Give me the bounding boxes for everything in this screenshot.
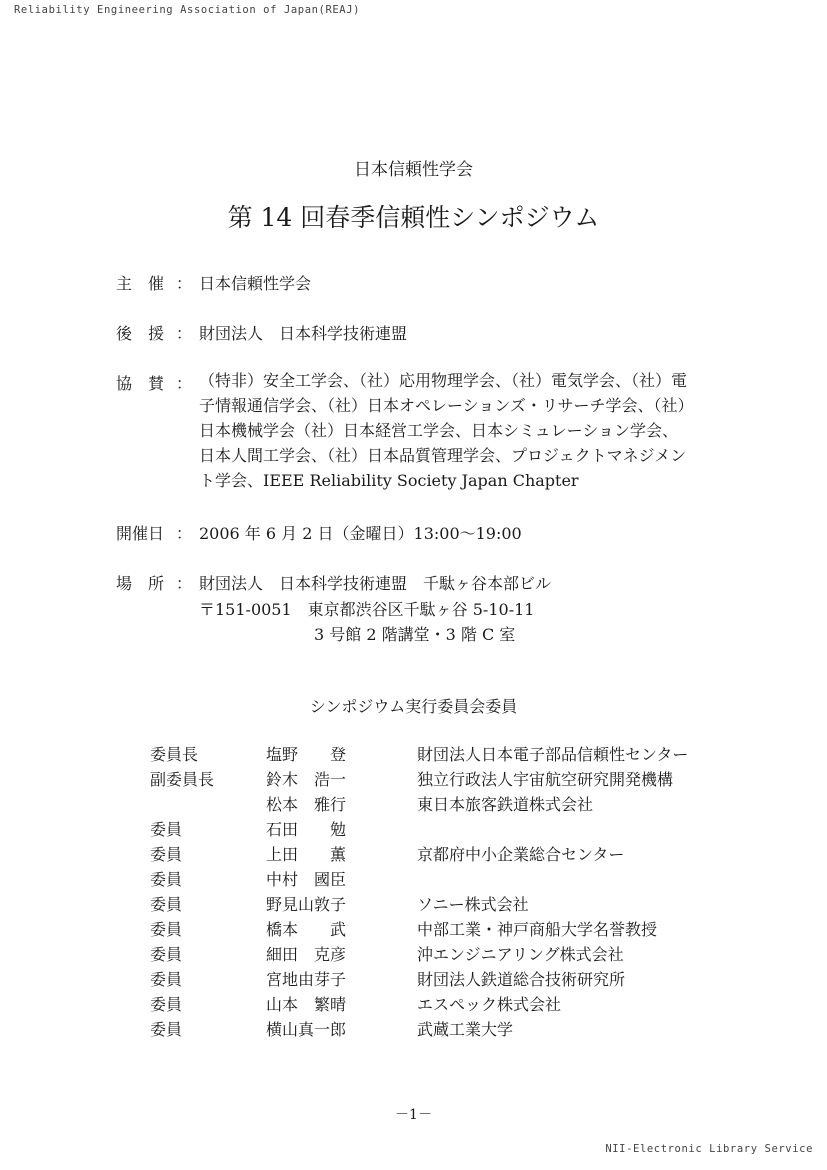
member-affiliation: 中部工業・神戸商船大学名誉教授	[417, 920, 658, 939]
member-name: 橋本 武	[266, 920, 347, 939]
committee-row	[0, 817, 827, 842]
committee-row	[0, 792, 827, 817]
member-affiliation: 東日本旅客鉄道株式会社	[417, 795, 594, 814]
header-watermark: Reliability Engineering Association of Japan(REAJ)	[14, 4, 361, 16]
date-label: 開催日	[116, 524, 165, 543]
member-affiliation: 財団法人日本電子部品信頼性センター	[417, 745, 689, 764]
venue-label: 場 所	[116, 574, 165, 593]
committee-row	[0, 967, 827, 992]
shusai-value: 日本信頼性学会	[199, 274, 312, 293]
venue-line-1: 財団法人 日本科学技術連盟 千駄ヶ谷本部ビル	[199, 574, 552, 593]
committee-row	[0, 742, 827, 767]
committee-row	[0, 867, 827, 892]
member-role: 委員	[150, 820, 183, 839]
committee-row	[0, 992, 827, 1017]
member-affiliation: 京都府中小企業総合センター	[417, 845, 625, 864]
shusai-colon: ：	[176, 274, 193, 293]
member-name: 上田 薫	[266, 845, 347, 864]
member-name: 細田 克彦	[266, 945, 347, 964]
member-role: 委員	[150, 945, 183, 964]
page-number: －1－	[395, 1107, 432, 1123]
venue-line-2: 〒151-0051 東京都渋谷区千駄ヶ谷 5-10-11	[199, 600, 535, 619]
kyosan-list	[199, 368, 694, 493]
member-affiliation: 沖エンジニアリング株式会社	[417, 945, 624, 964]
member-role: 委員	[150, 995, 183, 1014]
committee-row	[0, 1017, 827, 1042]
member-role: 委員	[150, 845, 183, 864]
organization-name: 日本信頼性学会	[354, 160, 473, 180]
committee-heading: シンポジウム実行委員会委員	[309, 697, 518, 716]
member-role: 委員長	[150, 745, 199, 764]
member-affiliation: ソニー株式会社	[417, 895, 529, 914]
committee-list	[0, 742, 827, 1042]
member-name: 鈴木 浩一	[266, 770, 347, 789]
member-role: 委員	[150, 895, 183, 914]
committee-row	[0, 942, 827, 967]
kyosan-line: （特非）安全工学会、（社）応用物理学会、（社）電気学会、（社）電	[199, 371, 688, 390]
member-name: 石田 勉	[266, 820, 347, 839]
kyosan-colon: ：	[176, 374, 193, 393]
koen-value: 財団法人 日本科学技術連盟	[199, 324, 408, 343]
venue-colon: ：	[176, 574, 193, 593]
date-colon: ：	[176, 524, 193, 543]
kyosan-line: ト学会、IEEE Reliability Society Japan Chapter	[199, 471, 579, 490]
member-name: 松本 雅行	[266, 795, 347, 814]
committee-row	[0, 917, 827, 942]
date-value: 2006 年 6 月 2 日（金曜日）13:00～19:00	[199, 524, 522, 543]
koen-label: 後 援	[116, 324, 165, 343]
member-role: 副委員長	[150, 770, 215, 789]
page-title: 第 14 回春季信頼性シンポジウム	[227, 203, 600, 232]
venue-line-3: 3 号館 2 階講堂・3 階 C 室	[314, 625, 516, 644]
member-role: 委員	[150, 970, 183, 989]
member-name: 横山真一郎	[266, 1020, 347, 1039]
member-affiliation: エスペック株式会社	[417, 995, 562, 1014]
member-role: 委員	[150, 870, 183, 889]
member-name: 宮地由芽子	[266, 970, 347, 989]
koen-colon: ：	[176, 324, 193, 343]
member-affiliation: 財団法人鉄道総合技術研究所	[417, 970, 626, 989]
footer-watermark: NII-Electronic Library Service	[605, 1143, 813, 1155]
member-name: 山本 繁晴	[266, 995, 347, 1014]
committee-row	[0, 767, 827, 792]
member-affiliation: 独立行政法人宇宙航空研究開発機構	[417, 770, 674, 789]
committee-row	[0, 892, 827, 917]
kyosan-label: 協 賛	[116, 374, 165, 393]
committee-row	[0, 842, 827, 867]
member-role: 委員	[150, 1020, 183, 1039]
kyosan-line: 日本人間工学会、（社）日本品質管理学会、プロジェクトマネジメン	[199, 446, 687, 465]
member-name: 中村 國臣	[266, 870, 347, 889]
member-affiliation: 武蔵工業大学	[417, 1020, 514, 1039]
member-name: 野見山敦子	[266, 895, 347, 914]
member-role: 委員	[150, 920, 183, 939]
shusai-label: 主 催	[116, 274, 165, 293]
kyosan-line: 子情報通信学会、（社）日本オペレーションズ・リサーチ学会、（社）	[199, 396, 694, 415]
kyosan-line: 日本機械学会（社）日本経営工学会、日本シミュレーション学会、	[199, 421, 679, 440]
member-name: 塩野 登	[266, 745, 347, 764]
